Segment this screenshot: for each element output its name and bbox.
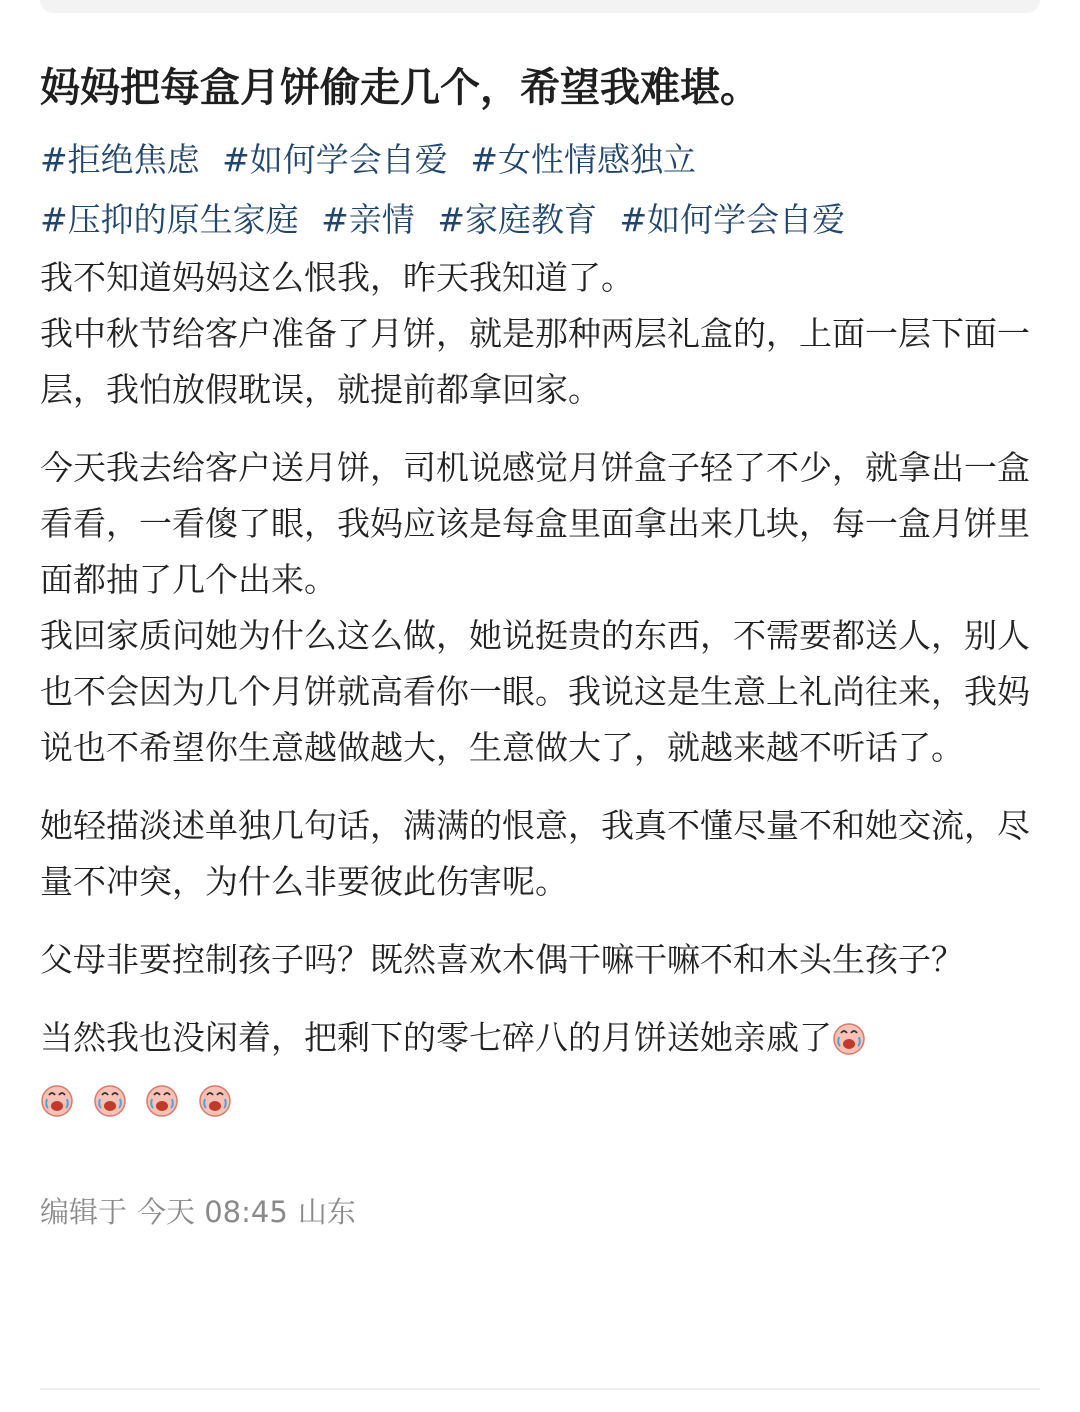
paragraph: 我不知道妈妈这么恨我，昨天我知道了。 [40,258,634,297]
tag-link[interactable]: #拒绝焦虑 [40,140,200,179]
post-content [40,58,1040,1232]
post-body [40,250,1040,1128]
tag-line-1 [40,130,1040,190]
location: 山东 [297,1195,356,1229]
tag-link[interactable]: #如何学会自爱 [222,140,448,179]
tag-line-2 [40,190,1040,250]
tag-link[interactable]: #亲情 [321,200,415,239]
tag-link[interactable]: #压抑的原生家庭 [40,200,299,239]
crying-face-icon [40,1083,74,1117]
divider [40,1388,1040,1390]
crying-face-icon [198,1083,232,1117]
crying-face-icon [832,1021,866,1055]
edited-time: 今天 08:45 [137,1195,288,1229]
tag-link[interactable]: #如何学会自爱 [619,200,846,239]
tag-link[interactable]: #家庭教育 [437,200,597,239]
crying-face-icon [93,1083,127,1117]
paragraph: 我回家质问她为什么这么做，她说挺贵的东西，不需要都送人，别人也不会因为几个月饼就高看你一眼。我说这是生意上礼尚往来，我妈说也不希望你生意越做越大，生意做大了，就越来越不听话了。 [40,616,1030,767]
crying-face-icon [145,1083,179,1117]
emoji-row [40,1072,1040,1128]
top-card-edge [40,0,1040,13]
paragraph-text: 当然我也没闲着，把剩下的零七碎八的月饼送她亲戚了 [40,1018,832,1057]
topic-tags [40,130,1040,250]
paragraph: 我中秋节给客户准备了月饼，就是那种两层礼盒的，上面一层下面一层，我怕放假耽误，就提前都拿回家。 [40,314,1030,409]
edited-label: 编辑于 [40,1195,128,1229]
tag-link[interactable]: #女性情感独立 [470,140,696,179]
paragraph: 父母非要控制孩子吗？既然喜欢木偶干嘛干嘛不和木头生孩子？ [40,940,964,979]
post-meta [40,1192,1040,1232]
post-title: 妈妈把每盒月饼偷走几个，希望我难堪。 [40,65,760,111]
paragraph: 她轻描淡述单独几句话，满满的恨意，我真不懂尽量不和她交流，尽量不冲突，为什么非要彼此伤害呢。 [40,806,1030,901]
last-paragraph [40,1010,1040,1066]
paragraph: 今天我去给客户送月饼，司机说感觉月饼盒子轻了不少，就拿出一盒看看，一看傻了眼，我妈应该是每盒里面拿出来几块，每一盒月饼里面都抽了几个出来。 [40,448,1030,599]
